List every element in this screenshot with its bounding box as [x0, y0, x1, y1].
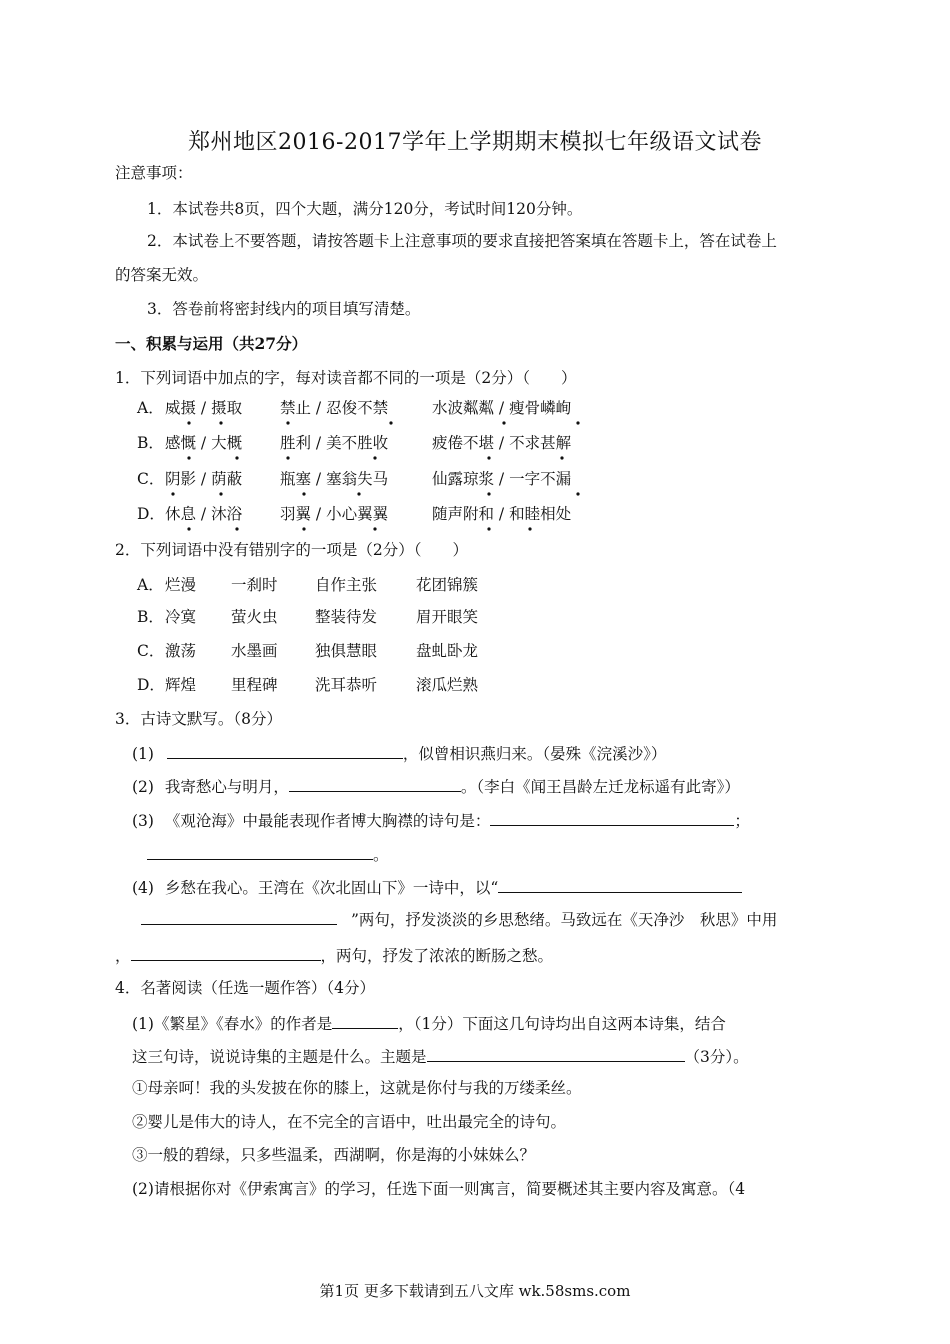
q3-sub-4-cont-2 — [115, 944, 553, 966]
q3-sub-2-blank[interactable] — [289, 775, 461, 792]
q3-sub-2 — [132, 775, 740, 797]
q1-option-word-2: 禁止 / 忍俊不禁 — [280, 399, 389, 417]
q1-option-label: A． — [137, 399, 164, 417]
q2-option-word-2: 萤火虫 — [231, 608, 278, 626]
q1-option-word-3: 仙露琼浆 / 一字不漏 — [432, 470, 572, 488]
q1-option-word-1: 威摄 / 摄取 — [165, 399, 243, 417]
q3-sub-4-blank-3[interactable] — [131, 944, 321, 961]
q1-option-word-1: 阴影 / 荫蔽 — [165, 470, 243, 488]
q2-option-word-1: 激荡 — [165, 642, 197, 660]
q3-sub-3-blank-2[interactable] — [147, 843, 373, 860]
q3-sub-4-end: ，两句，抒发了浓浓的断肠之愁。 — [320, 947, 554, 965]
q4-poem-1: ①母亲呵！我的头发披在你的膝上，这就是你付与我的万缕柔丝。 — [132, 1079, 582, 1097]
page-title: 郑州地区2016-2017学年上学期期末模拟七年级语文试卷 — [188, 130, 762, 155]
q1-option-word-1: 感慨 / 大概 — [165, 434, 243, 452]
notice-heading: 注意事项： — [115, 164, 193, 182]
notice-item-2: 2．本试卷上不要答题，请按答题卡上注意事项的要求直接把答案填在答题卡上，答在试卷上 — [147, 232, 777, 250]
q3-sub-1 — [132, 742, 666, 764]
q4-theme-blank[interactable] — [427, 1045, 685, 1062]
q4-part-1-cont-post: （3分）。 — [684, 1048, 749, 1066]
q3-sub-3-blank-1[interactable] — [490, 809, 734, 826]
q4-part-1-cont-pre: 这三句诗，说说诗集的主题是什么。主题是 — [132, 1048, 427, 1066]
q3-sub-4-comma: ， — [115, 947, 131, 965]
q2-option-word-4: 盘虬卧龙 — [416, 642, 479, 660]
q2-option-word-1: 冷寞 — [165, 608, 197, 626]
notice-item-3: 3．答卷前将密封线内的项目填写清楚。 — [147, 300, 421, 318]
q2-option-word-1: 辉煌 — [165, 676, 197, 694]
q2-option-word-4: 花团锦簇 — [416, 576, 479, 594]
q3-sub-1-number: (1) — [132, 745, 154, 763]
q2-option-word-3: 自作主张 — [315, 576, 378, 594]
q2-option-word-2: 里程碑 — [231, 676, 278, 694]
q3-sub-4-blank-2[interactable] — [141, 908, 337, 925]
q3-sub-4-number: (4) — [132, 879, 154, 897]
q3-sub-1-text: ，似曾相识燕归来。（晏殊《浣溪沙》） — [402, 745, 667, 763]
q3-sub-2-post: 。（李白《闻王昌龄左迁龙标遥有此寄》） — [460, 778, 740, 796]
q1-option-label: C． — [137, 470, 165, 488]
q3-sub-4-mid: ”两句，抒发淡淡的乡思愁绪。马致远在《天净沙 秋思》中用 — [351, 911, 778, 929]
q1-option-word-3: 随声附和 / 和睦相处 — [432, 505, 572, 523]
q2-option-word-3: 独俱慧眼 — [315, 642, 378, 660]
q1-option-word-3: 疲倦不堪 / 不求甚解 — [432, 434, 572, 452]
q3-sub-1-blank[interactable] — [167, 742, 403, 759]
q2-option-label: C． — [137, 642, 165, 660]
q3-sub-4-pre: 乡愁在我心。王湾在《次北固山下》一诗中，以“ — [164, 879, 499, 897]
q3-sub-3-semicolon: ； — [734, 812, 750, 830]
q2-option-word-4: 滚瓜烂熟 — [416, 676, 479, 694]
q2-option-label: B． — [137, 608, 164, 626]
q3-stem: 3．古诗文默写。（8分） — [115, 710, 282, 728]
q2-option-word-2: 水墨画 — [231, 642, 278, 660]
q3-sub-3 — [132, 809, 750, 831]
q3-sub-3-number: (3) — [132, 812, 154, 830]
q2-option-word-1: 烂漫 — [165, 576, 197, 594]
q2-option-label: A． — [137, 576, 164, 594]
notice-item-2-cont: 的答案无效。 — [115, 266, 209, 284]
q3-sub-4-blank-1[interactable] — [498, 876, 742, 893]
page-footer: 第1页 更多下载请到五八文库 wk.58sms.com — [319, 1282, 631, 1300]
q1-option-word-2: 胜利 / 美不胜收 — [280, 434, 389, 452]
q3-sub-4-cont — [141, 908, 777, 930]
q4-part-2: (2)请根据你对《伊索寓言》的学习，任选下面一则寓言，简要概述其主要内容及寓意。（4 — [132, 1180, 746, 1198]
q1-option-word-3: 水波粼粼 / 瘦骨嶙峋 — [432, 399, 572, 417]
q2-option-word-3: 整装待发 — [315, 608, 378, 626]
q3-sub-4 — [132, 876, 742, 898]
q4-part-1-pre: (1)《繁星》《春水》的作者是 — [132, 1015, 333, 1033]
q4-stem: 4．名著阅读（任选一题作答）（4分） — [115, 979, 375, 997]
q1-option-word-1: 休息 / 沐浴 — [165, 505, 243, 523]
q4-part-1-cont — [132, 1045, 749, 1067]
q2-option-label: D． — [137, 676, 165, 694]
q3-sub-3-pre: 《观沧海》中最能表现作者博大胸襟的诗句是： — [164, 812, 491, 830]
q4-poem-2: ②婴儿是伟大的诗人，在不完全的言语中，吐出最完全的诗句。 — [132, 1113, 567, 1131]
q1-option-label: B． — [137, 434, 164, 452]
q2-option-word-2: 一刹时 — [231, 576, 278, 594]
q1-option-word-2: 羽翼 / 小心翼翼 — [280, 505, 389, 523]
q2-option-word-4: 眉开眼笑 — [416, 608, 479, 626]
q3-sub-2-number: (2) — [132, 778, 154, 796]
q1-option-label: D． — [137, 505, 165, 523]
q1-option-word-2: 瓶塞 / 塞翁失马 — [280, 470, 389, 488]
q4-part-1-post: ，（1分）下面这几句诗均出自这两本诗集，结合 — [398, 1015, 726, 1033]
q3-sub-3-end: 。 — [373, 846, 389, 864]
q2-option-word-3: 洗耳恭听 — [315, 676, 378, 694]
q4-author-blank[interactable] — [332, 1012, 398, 1029]
q3-sub-2-pre: 我寄愁心与明月， — [164, 778, 289, 796]
q3-sub-3-cont — [147, 843, 389, 865]
q2-stem: 2．下列词语中没有错别字的一项是（2分）（ ） — [115, 541, 468, 559]
q4-part-1 — [132, 1012, 726, 1034]
notice-item-1: 1．本试卷共8页，四个大题，满分120分，考试时间120分钟。 — [147, 200, 583, 218]
q4-poem-3: ③一般的碧绿，只多些温柔，西湖啊，你是海的小妹妹么？ — [132, 1146, 536, 1164]
section-heading: 一、积累与运用（共27分） — [115, 334, 308, 353]
q1-stem: 1．下列词语中加点的字，每对读音都不同的一项是（2分）（ ） — [115, 369, 577, 387]
